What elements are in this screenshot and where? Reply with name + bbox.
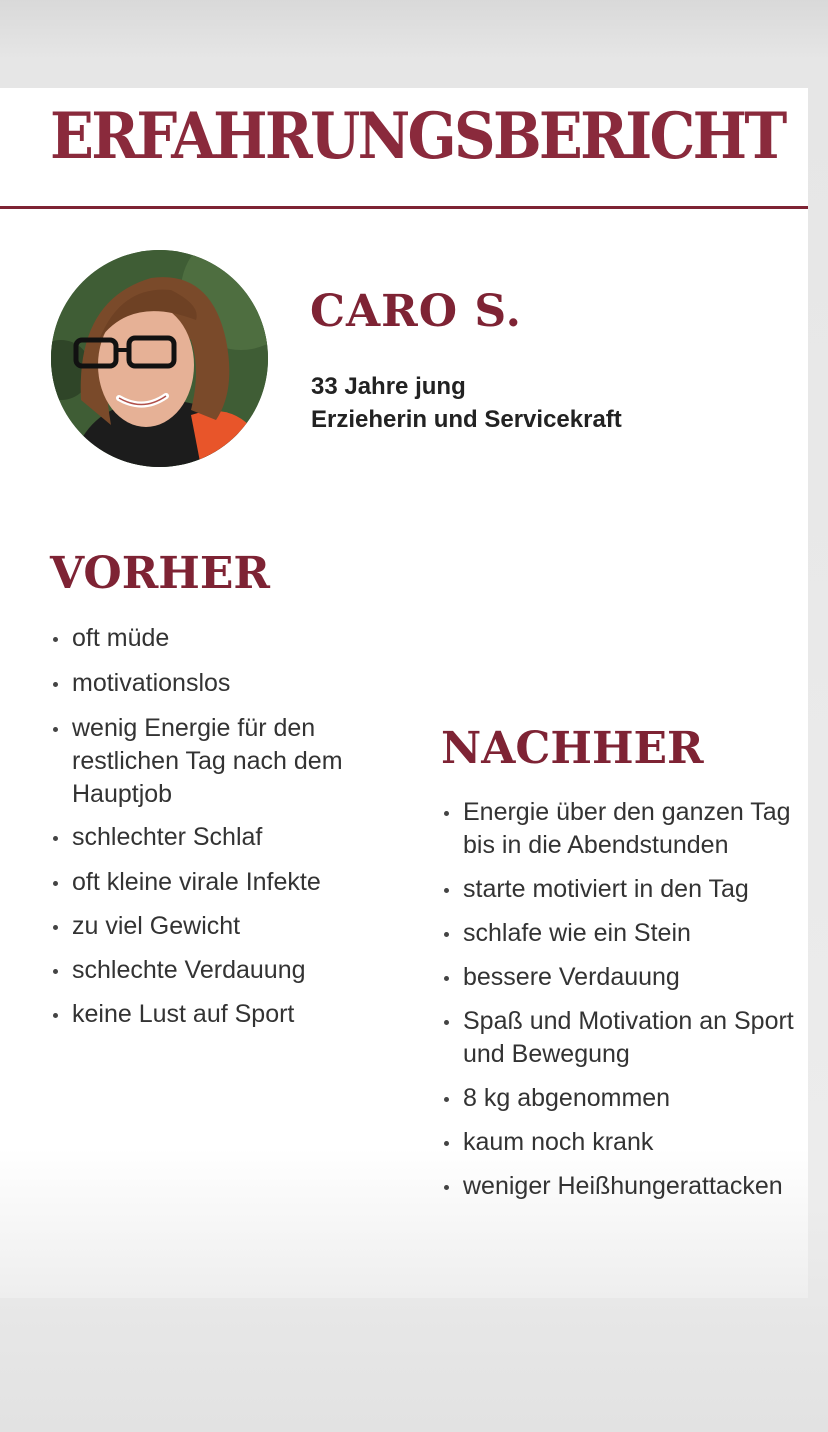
- list-item: Energie über den ganzen Tag bis in die Abendstunden: [441, 796, 801, 862]
- list-item: kaum noch krank: [441, 1126, 801, 1159]
- vorher-list: [50, 622, 390, 1031]
- list-item: weniger Heißhungerattacken: [441, 1170, 801, 1203]
- page-title: ERFAHRUNGSBERICHT: [50, 99, 785, 174]
- nachher-heading: NACHHER: [441, 723, 704, 774]
- list-item: 8 kg abgenommen: [441, 1082, 801, 1115]
- list-item: keine Lust auf Sport: [50, 998, 390, 1031]
- person-name: CARO S.: [310, 286, 522, 337]
- list-item: oft kleine virale Infekte: [50, 866, 390, 899]
- avatar: [51, 250, 268, 467]
- list-item: schlechte Verdauung: [50, 954, 390, 987]
- list-item: bessere Verdauung: [441, 961, 801, 994]
- person-job: Erzieherin und Servicekraft: [311, 406, 622, 433]
- person-photo: [51, 250, 268, 467]
- list-item: wenig Energie für den restlichen Tag nach dem Hauptjob: [50, 712, 390, 811]
- list-item: zu viel Gewicht: [50, 910, 390, 943]
- nachher-list: [441, 796, 801, 1203]
- list-item: motivationslos: [50, 667, 390, 700]
- list-item: oft müde: [50, 622, 390, 655]
- list-item: schlechter Schlaf: [50, 821, 390, 854]
- list-item: schlafe wie ein Stein: [441, 917, 801, 950]
- vorher-heading: VORHER: [50, 548, 270, 599]
- person-age: 33 Jahre jung: [311, 373, 466, 400]
- person-details: [311, 370, 622, 436]
- title-divider: [0, 206, 808, 209]
- list-item: Spaß und Motivation an Sport und Bewegung: [441, 1005, 801, 1071]
- list-item: starte motiviert in den Tag: [441, 873, 801, 906]
